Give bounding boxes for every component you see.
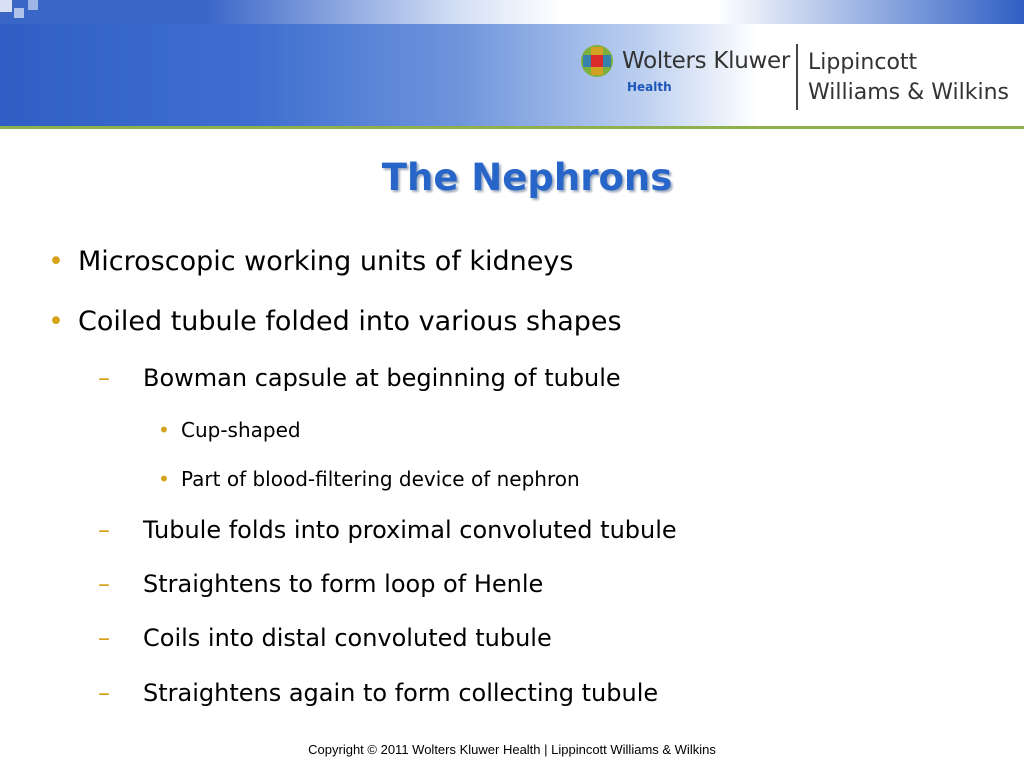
bullet-text: Coiled tubule folded into various shapes (78, 306, 622, 337)
sub-bullet-item (98, 679, 658, 707)
sub-bullet-item (98, 624, 552, 652)
bullet-marker: • (48, 306, 64, 337)
dash-marker: – (98, 516, 110, 544)
header-top-strip (0, 0, 1024, 24)
decor-square (28, 0, 38, 10)
dash-marker: – (98, 624, 110, 652)
publisher-logo (580, 42, 1020, 112)
decor-square (0, 0, 12, 12)
slide-title: The Nephrons (381, 156, 673, 199)
bullet-text: Coils into distal convoluted tubule (143, 624, 552, 652)
bullet-text: Part of blood-filtering device of nephron (181, 467, 580, 491)
sub-bullet-item (98, 364, 621, 392)
dash-marker: – (98, 364, 110, 392)
dash-marker: – (98, 570, 110, 598)
sub-bullet-item (98, 516, 677, 544)
bullet-marker: • (158, 418, 170, 442)
bullet-text: Bowman capsule at beginning of tubule (143, 364, 621, 392)
header-rule (0, 126, 1024, 129)
logo-williams-wilkins: Williams & Wilkins (808, 80, 1009, 105)
bullet-text: Microscopic working units of kidneys (78, 246, 574, 277)
sub-bullet-item (98, 570, 543, 598)
globe-icon (580, 44, 614, 78)
dash-marker: – (98, 679, 110, 707)
header-band (0, 0, 1024, 127)
bullet-item (48, 246, 573, 277)
decor-square (14, 8, 24, 18)
sub-sub-bullet-item (158, 418, 301, 442)
bullet-text: Cup-shaped (181, 418, 301, 442)
bullet-text: Tubule folds into proximal convoluted tubule (143, 516, 677, 544)
sub-sub-bullet-item (158, 467, 580, 491)
bullet-marker: • (48, 246, 64, 277)
logo-divider (796, 44, 798, 110)
bullet-item (48, 306, 622, 337)
bullet-text: Straightens to form loop of Henle (143, 570, 544, 598)
logo-wolters-kluwer: Wolters Kluwer (622, 48, 791, 74)
copyright-footer: Copyright © 2011 Wolters Kluwer Health | Lippincott Williams & Wilkins (308, 742, 716, 757)
bullet-marker: • (158, 467, 170, 491)
bullet-text: Straightens again to form collecting tubule (143, 679, 659, 707)
logo-health: Health (627, 80, 672, 94)
logo-lippincott: Lippincott (808, 50, 918, 75)
